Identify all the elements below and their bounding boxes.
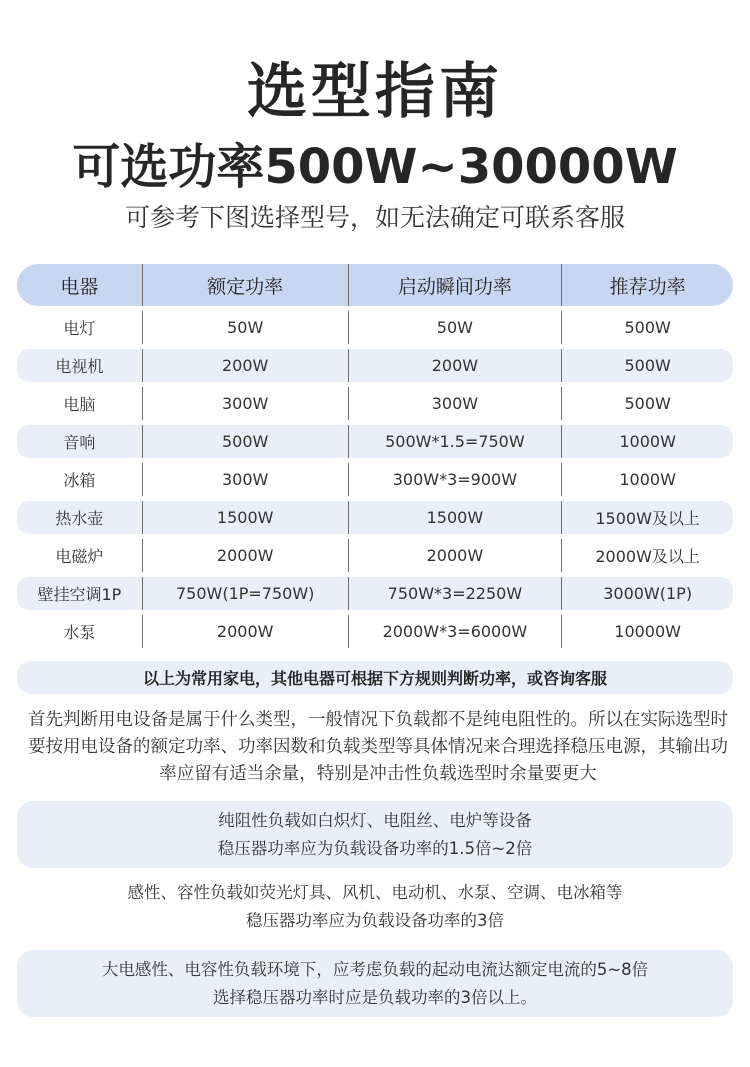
table-row — [17, 615, 733, 648]
table-row — [17, 349, 733, 382]
recommended-power-cell: 1000W — [561, 463, 733, 496]
rated-power-cell: 2000W — [142, 539, 348, 572]
appliance-cell: 电磁炉 — [55, 547, 104, 566]
startup-power-cell: 2000W*3=6000W — [348, 615, 562, 648]
appliance-cell: 热水壶 — [55, 509, 104, 528]
table-row — [17, 425, 733, 458]
selection-guidance-paragraph: 首先判断用电设备是属于什么类型，一般情况下负载都不是纯电阻性的。所以在实际选型时要按用电设备的额定功率、功率因数和负载类型等具体情况来合理选择稳压电源，其输出功率应留有适当余量，特别是冲击性负载选型时余量要更大 — [28, 710, 728, 784]
startup-power-cell: 300W*3=900W — [348, 463, 562, 496]
startup-power-cell: 500W*1.5=750W — [348, 425, 562, 458]
column-header-recommended-power: 推荐功率 — [561, 264, 733, 306]
high-inductive-load-box — [17, 950, 733, 1017]
recommended-power-cell: 500W — [561, 311, 733, 344]
resistive-load-box — [17, 801, 733, 868]
inductive-load-box — [17, 874, 733, 940]
appliance-cell: 电脑 — [63, 395, 96, 414]
table-row — [17, 501, 733, 534]
startup-power-cell: 750W*3=2250W — [348, 577, 562, 610]
startup-power-cell: 200W — [348, 349, 562, 382]
recommended-power-cell: 1000W — [561, 425, 733, 458]
appliance-cell: 电灯 — [63, 319, 96, 338]
column-header-startup-power: 启动瞬间功率 — [348, 264, 562, 306]
appliance-cell: 音响 — [63, 433, 96, 452]
box-line: 纯阻性负载如白炽灯、电阻丝、电炉等设备 — [218, 810, 532, 830]
startup-power-cell: 2000W — [348, 539, 562, 572]
table-header — [17, 264, 733, 306]
rated-power-cell: 2000W — [142, 615, 348, 648]
page-title: 选型指南 — [247, 57, 503, 127]
box-line: 稳压器功率应为负载设备功率的3倍 — [246, 911, 504, 930]
power-table — [17, 264, 733, 648]
rated-power-cell: 300W — [142, 387, 348, 420]
rated-power-cell: 200W — [142, 349, 348, 382]
box-line: 大电感性、电容性负载环境下，应考虑负载的起动电流达额定电流的5~8倍 — [101, 959, 649, 979]
appliance-cell: 壁挂空调1P — [37, 585, 122, 604]
column-header-rated-power: 额定功率 — [142, 264, 348, 306]
appliance-cell: 冰箱 — [63, 471, 96, 490]
recommended-power-cell: 2000W及以上 — [561, 539, 733, 572]
appliance-cell: 电视机 — [55, 357, 104, 376]
rated-power-cell: 750W(1P=750W) — [142, 577, 348, 610]
table-row — [17, 539, 733, 572]
startup-power-cell: 50W — [348, 311, 562, 344]
column-header-appliance: 电器 — [60, 275, 99, 298]
recommended-power-cell: 3000W(1P) — [561, 577, 733, 610]
box-line: 稳压器功率应为负载设备功率的1.5倍~2倍 — [217, 838, 533, 858]
recommended-power-cell: 1500W及以上 — [561, 501, 733, 534]
rated-power-cell: 500W — [142, 425, 348, 458]
rated-power-cell: 50W — [142, 311, 348, 344]
common-appliances-note: 以上为常用家电，其他电器可根据下方规则判断功率，或咨询客服 — [17, 661, 733, 694]
table-row — [17, 387, 733, 420]
startup-power-cell: 1500W — [348, 501, 562, 534]
box-line: 选择稳压器功率时应是负载功率的3倍以上。 — [213, 987, 537, 1007]
selection-description: 可参考下图选择型号，如无法确定可联系客服 — [124, 203, 625, 232]
table-row — [17, 311, 733, 344]
box-line: 感性、容性负载如荧光灯具、风机、电动机、水泵、空调、电冰箱等 — [127, 883, 623, 902]
table-row — [17, 463, 733, 496]
recommended-power-cell: 500W — [561, 387, 733, 420]
recommended-power-cell: 10000W — [561, 615, 733, 648]
appliance-cell: 水泵 — [63, 623, 96, 642]
rated-power-cell: 1500W — [142, 501, 348, 534]
recommended-power-cell: 500W — [561, 349, 733, 382]
startup-power-cell: 300W — [348, 387, 562, 420]
power-range-subtitle: 可选功率500W~30000W — [72, 139, 678, 195]
table-row — [17, 577, 733, 610]
rated-power-cell: 300W — [142, 463, 348, 496]
